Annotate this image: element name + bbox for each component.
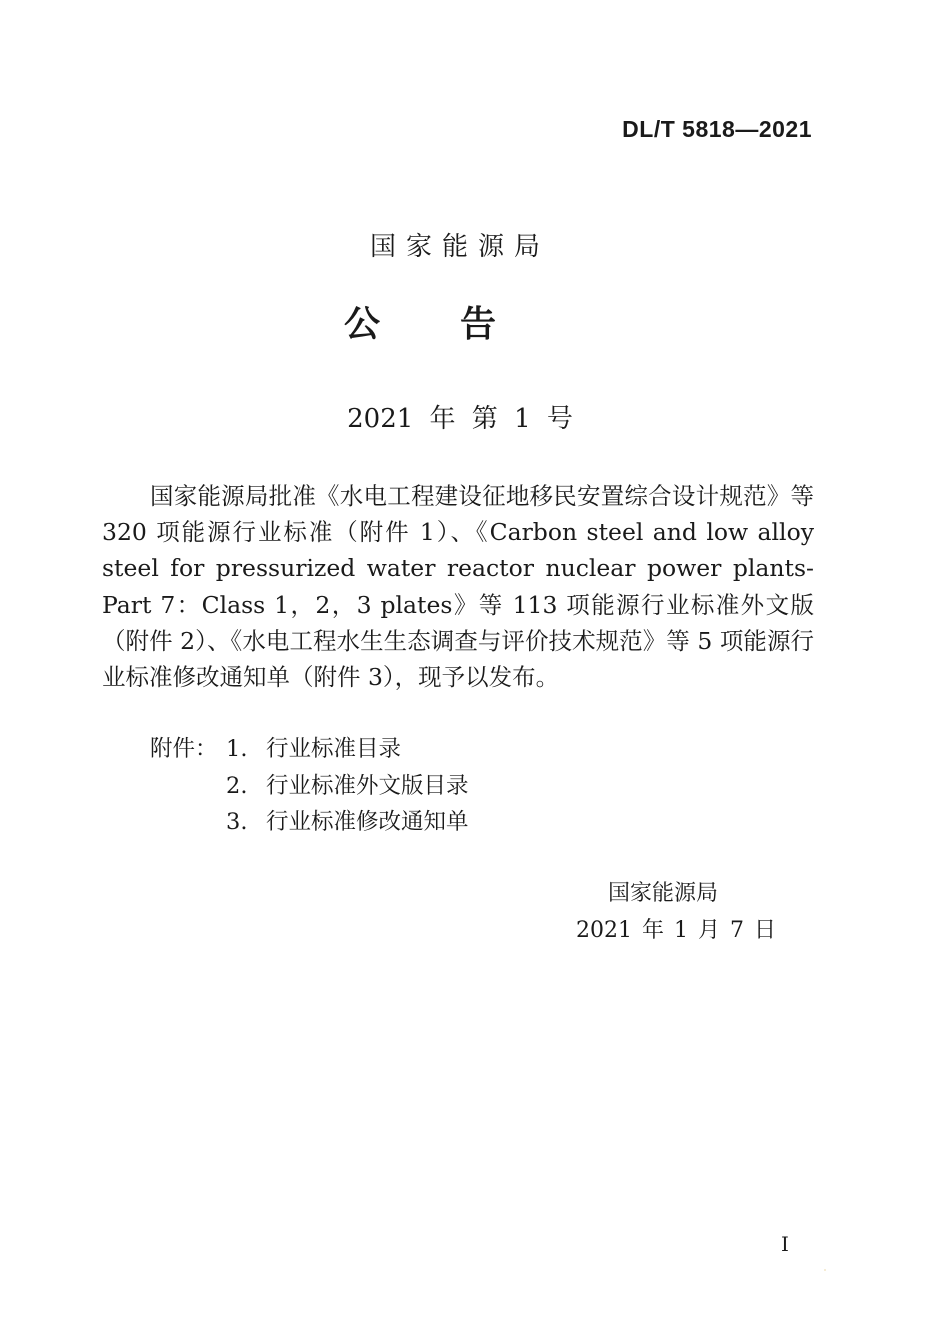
notice-title: 公告 — [343, 304, 576, 345]
notice-body: 国家能源局批准《水电工程建设征地移民安置综合设计规范》等 320 项能源行业标准（附件 1）、《Carbon steel and low alloy steel for pressurized water reactor nuclear power plants-Part 7：Class 1，2，3 plates》等 113 项能源行业标准外文版（附件 2）、《水电工程水生生态调查与评价技术规范》等 5 项能源行业标准修改通知单（附件 3），现予以发布。 — [102, 482, 814, 692]
attachment-title: 行业标准外文版目录 — [266, 772, 469, 799]
attachment-title: 行业标准修改通知单 — [266, 809, 469, 835]
issue-number: 2021 年 第 1 号 — [347, 404, 573, 434]
attachments-list — [150, 731, 469, 841]
issuing-agency-heading: 国家能源局 — [369, 232, 550, 262]
attachments-label: 附件： — [150, 736, 218, 762]
standard-code: DL/T 5818—2021 — [622, 116, 812, 142]
signature-date: 2021 年 1 月 7 日 — [576, 918, 776, 943]
attachment-number: 2. — [226, 772, 248, 799]
page-number: I — [781, 1232, 789, 1256]
attachment-item — [150, 768, 469, 805]
attachment-number: 3. — [226, 809, 248, 835]
scan-speck — [824, 1269, 826, 1271]
attachment-number: 1. — [226, 736, 248, 762]
attachment-item — [150, 804, 469, 841]
attachment-item — [150, 731, 469, 768]
signature-issuer: 国家能源局 — [608, 881, 719, 906]
attachment-title: 行业标准目录 — [266, 736, 402, 762]
